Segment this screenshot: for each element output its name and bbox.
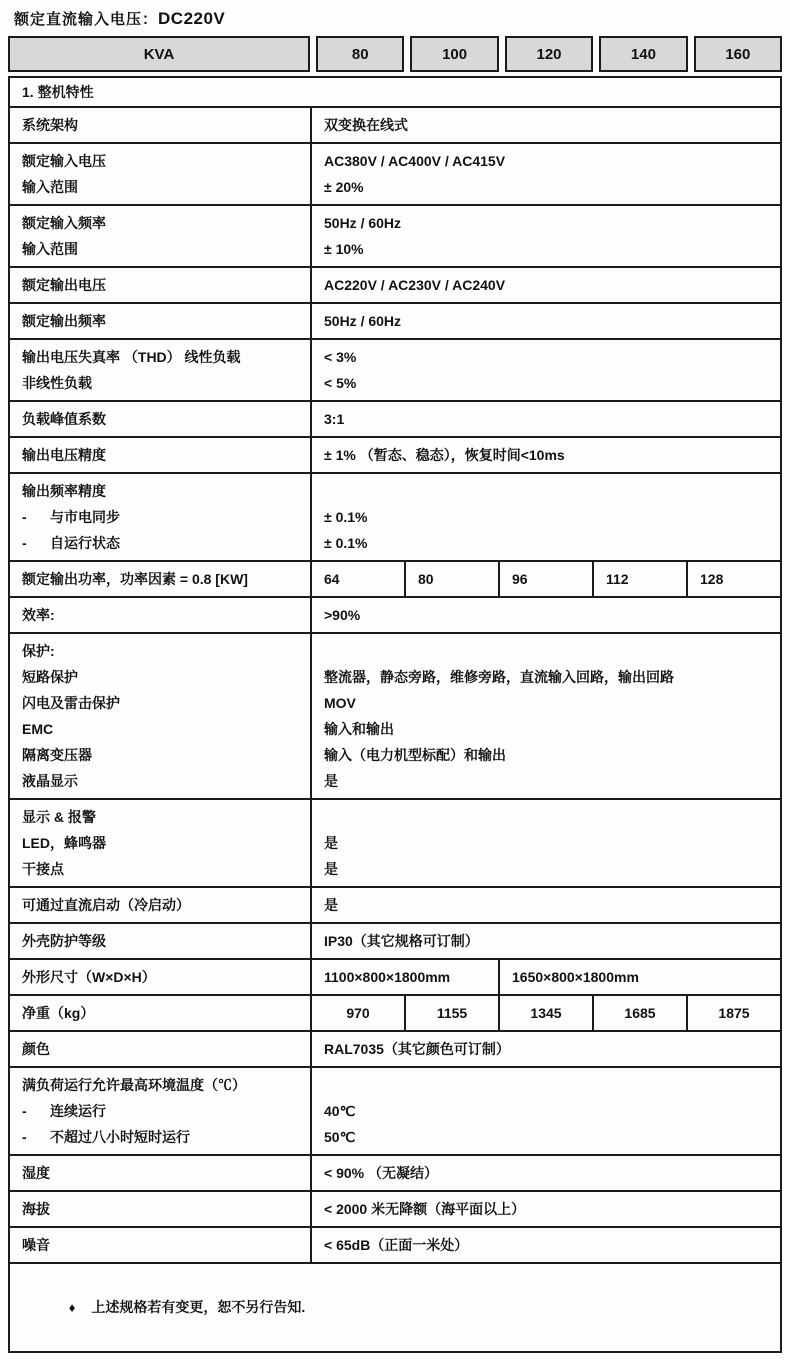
spec-row-label: 输出电压精度 (9, 437, 311, 473)
spec-table (8, 76, 782, 1353)
spec-row-label: 显示 & 报警 LED，蜂鸣器 干接点 (9, 799, 311, 887)
spec-row-label: 净重（kg） (9, 995, 311, 1031)
spec-row-value: IP30（其它规格可订制） (311, 923, 781, 959)
spec-row-label: 海拔 (9, 1191, 311, 1227)
spec-row (9, 1191, 781, 1227)
spec-row-value: 50Hz / 60Hz (311, 303, 781, 339)
spec-row-value: < 2000 米无降额（海平面以上） (311, 1191, 781, 1227)
spec-row-label: 噪音 (9, 1227, 311, 1263)
spec-row-label: 输出电压失真率 （THD） 线性负载 非线性负载 (9, 339, 311, 401)
spec-row-value: 1100×800×1800mm (311, 959, 499, 995)
spec-row (9, 633, 781, 799)
spec-row-value: 40℃ 50℃ (311, 1067, 781, 1155)
spec-row (9, 799, 781, 887)
spec-row-value: 1685 (593, 995, 687, 1031)
spec-row-label: 可通过直流启动（冷启动） (9, 887, 311, 923)
spec-row-value: AC380V / AC400V / AC415V ± 20% (311, 143, 781, 205)
spec-row-label: 额定输出功率，功率因素 = 0.8 [KW] (9, 561, 311, 597)
spec-row (9, 107, 781, 143)
spec-row-label: 外形尺寸（W×D×H） (9, 959, 311, 995)
spec-row-value: 128 (687, 561, 781, 597)
spec-row-value: >90% (311, 597, 781, 633)
spec-row (9, 995, 781, 1031)
spec-row-value: 970 (311, 995, 405, 1031)
footnote-text: 上述规格若有变更，恕不另行告知. (91, 1299, 306, 1315)
spec-row-label: 额定输入电压 输入范围 (9, 143, 311, 205)
spec-row-value: 是 (311, 887, 781, 923)
spec-row-value: 3:1 (311, 401, 781, 437)
header-cell-120: 120 (505, 36, 593, 72)
spec-row (9, 561, 781, 597)
section-title: 1. 整机特性 (9, 77, 781, 107)
spec-row (9, 959, 781, 995)
spec-row-value: < 65dB（正面一米处） (311, 1227, 781, 1263)
spec-row-value: 96 (499, 561, 593, 597)
spec-row (9, 437, 781, 473)
spec-row-value: 是 是 (311, 799, 781, 887)
spec-row-value: 整流器，静态旁路，维修旁路，直流输入回路，输出回路 MOV 输入和输出 输入（电力机型标配）和输出 是 (311, 633, 781, 799)
spec-row-label: 额定输入频率 输入范围 (9, 205, 311, 267)
spec-row-label: 保护: 短路保护 闪电及雷击保护 EMC 隔离变压器 液晶显示 (9, 633, 311, 799)
rating-header-row (8, 36, 782, 72)
spec-row-value: 1345 (499, 995, 593, 1031)
spec-row (9, 143, 781, 205)
title-value: DC220V (158, 9, 226, 28)
spec-row (9, 303, 781, 339)
spec-row (9, 267, 781, 303)
spec-row (9, 339, 781, 401)
spec-row-label: 效率: (9, 597, 311, 633)
header-cell-80: 80 (316, 36, 404, 72)
title-label: 额定直流输入电压： (14, 11, 159, 28)
spec-table-section (9, 77, 781, 107)
footnote-cell (9, 1263, 781, 1352)
spec-row-value: ± 1% （暂态、稳态），恢复时间<10ms (311, 437, 781, 473)
spec-row-label: 颜色 (9, 1031, 311, 1067)
spec-row-label: 额定输出频率 (9, 303, 311, 339)
spec-row (9, 597, 781, 633)
spec-row (9, 1227, 781, 1263)
header-cell-100: 100 (410, 36, 498, 72)
spec-row (9, 1067, 781, 1155)
spec-row (9, 1155, 781, 1191)
spec-row (9, 473, 781, 561)
spec-row (9, 401, 781, 437)
page-title (14, 8, 782, 29)
spec-row-value: 80 (405, 561, 499, 597)
spec-row-value: 1155 (405, 995, 499, 1031)
spec-row-value: 112 (593, 561, 687, 597)
spec-row-label: 系统架构 (9, 107, 311, 143)
spec-row-value: ± 0.1% ± 0.1% (311, 473, 781, 561)
spec-row (9, 923, 781, 959)
spec-row-value: 双变换在线式 (311, 107, 781, 143)
spec-row-value: 1650×800×1800mm (499, 959, 781, 995)
spec-row-value: RAL7035（其它颜色可订制） (311, 1031, 781, 1067)
spec-row (9, 205, 781, 267)
spec-row-value: < 90% （无凝结） (311, 1155, 781, 1191)
header-cell-kva: KVA (8, 36, 310, 72)
footnote-row (9, 1263, 781, 1352)
spec-row-label: 额定输出电压 (9, 267, 311, 303)
diamond-bullet-icon: ♦ (68, 1300, 76, 1315)
header-cell-140: 140 (599, 36, 687, 72)
section-row (9, 77, 781, 107)
spec-row (9, 887, 781, 923)
spec-row-label: 满负荷运行允许最高环境温度（℃） - 连续运行 - 不超过八小时短时运行 (9, 1067, 311, 1155)
spec-table-foot (9, 1263, 781, 1352)
spec-row-label: 外壳防护等级 (9, 923, 311, 959)
spec-row-value: AC220V / AC230V / AC240V (311, 267, 781, 303)
spec-row-label: 负载峰值系数 (9, 401, 311, 437)
spec-row-label: 湿度 (9, 1155, 311, 1191)
spec-table-body (9, 107, 781, 1263)
header-cell-160: 160 (694, 36, 782, 72)
spec-row (9, 1031, 781, 1067)
spec-row-value: < 3% < 5% (311, 339, 781, 401)
spec-row-value: 50Hz / 60Hz ± 10% (311, 205, 781, 267)
spec-row-label: 输出频率精度 - 与市电同步 - 自运行状态 (9, 473, 311, 561)
spec-row-value: 64 (311, 561, 405, 597)
spec-row-value: 1875 (687, 995, 781, 1031)
